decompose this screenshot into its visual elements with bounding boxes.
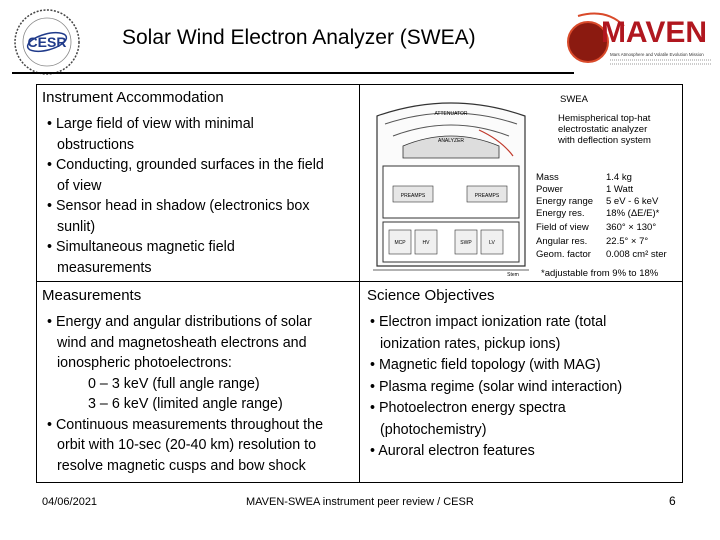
page-title: Solar Wind Electron Analyzer (SWEA) xyxy=(122,26,476,49)
spec-value: 1 Watt xyxy=(606,184,634,195)
list-item: wind and magnetosheath electrons and xyxy=(57,334,307,351)
cesr-logo-text: CESR xyxy=(27,34,67,50)
list-item: orbit with 10-sec (20-40 km) resolution to xyxy=(57,437,317,453)
list-item: • Continuous measurements throughout the xyxy=(47,416,324,433)
footer-text: MAVEN-SWEA instrument peer review / CESR xyxy=(246,496,474,508)
spec-value: 1.4 kg xyxy=(606,172,632,183)
spec-key: Power xyxy=(536,184,563,195)
list-item: 0 – 3 keV (full angle range) xyxy=(88,375,260,392)
spec-key: Field of view xyxy=(536,222,589,233)
page-number: 6 xyxy=(669,494,676,508)
list-item: • Electron impact ionization rate (total xyxy=(370,314,607,330)
spec-value: 360° × 130° xyxy=(606,222,657,233)
list-item: (photochemistry) xyxy=(380,421,487,438)
maven-logo-text: MAVEN xyxy=(600,16,708,49)
list-item: 3 – 6 keV (limited angle range) xyxy=(88,396,283,412)
spec-value: 18% (ΔE/E)* xyxy=(606,208,660,219)
drawing-label: PREAMPS xyxy=(400,193,426,199)
swea-instrument-drawing xyxy=(363,96,539,278)
list-item: ionospheric photoelectrons: xyxy=(57,355,232,371)
list-item: resolve magnetic cusps and bow shock xyxy=(57,457,306,474)
spec-key: Energy range xyxy=(536,196,594,207)
list-item: • Plasma regime (solar wind interaction) xyxy=(370,378,623,395)
science-list xyxy=(365,312,677,463)
spec-value: 5 eV - 6 keV xyxy=(606,196,659,207)
spec-value: 0.008 cm² ster xyxy=(606,249,667,260)
list-item: • Conducting, grounded surfaces in the field of view xyxy=(47,157,324,194)
measurements-list xyxy=(42,312,360,476)
drawing-label: MCP xyxy=(394,240,406,246)
swea-label: SWEA xyxy=(560,94,588,105)
list-item: • Magnetic field topology (with MAG) xyxy=(370,357,601,373)
list-item: • Auroral electron features xyxy=(370,443,535,459)
spec-key: Mass xyxy=(536,172,559,183)
accommodation-heading: Instrument Accommodation xyxy=(42,89,224,106)
spec-key: Angular res. xyxy=(536,236,588,247)
figure-caption-line: electrostatic analyzer xyxy=(558,124,648,135)
spec-footnote: *adjustable from 9% to 18% xyxy=(541,268,659,279)
footer-date: 04/06/2021 xyxy=(42,496,98,508)
drawing-label: Stem xyxy=(507,272,519,278)
figure-caption-line: Hemispherical top-hat xyxy=(558,113,651,124)
drawing-label: SWP xyxy=(460,240,472,246)
accommodation-list xyxy=(42,114,358,278)
spec-key: Geom. factor xyxy=(536,249,591,260)
spec-value: 22.5° × 7° xyxy=(606,236,649,247)
drawing-label: LV xyxy=(489,240,495,246)
measurements-heading: Measurements xyxy=(42,287,142,304)
maven-logo xyxy=(566,6,716,74)
list-item: • Large field of view with minimal obstructions xyxy=(47,116,254,153)
list-item: • Photoelectron energy spectra xyxy=(370,400,566,416)
list-item: • Sensor head in shadow (electronics box sunlit) xyxy=(47,198,310,235)
figure-caption-line: with deflection system xyxy=(558,135,651,146)
drawing-label: ATTENUATOR xyxy=(434,111,468,117)
list-item: • Simultaneous magnetic field measurements xyxy=(47,239,235,276)
drawing-label: HV xyxy=(422,240,430,246)
drawing-label: PREAMPS xyxy=(474,193,500,199)
title-divider xyxy=(12,72,574,74)
list-item: ionization rates, pickup ions) xyxy=(380,335,561,352)
spec-key: Energy res. xyxy=(536,208,585,219)
maven-logo-tagline: Mars Atmosphere and Volatile Evolution Mission xyxy=(610,52,704,57)
science-heading: Science Objectives xyxy=(367,287,495,304)
list-item: • Energy and angular distributions of solar xyxy=(47,314,312,330)
drawing-label: ANALYZER xyxy=(437,138,465,144)
cesr-logo xyxy=(8,6,86,78)
